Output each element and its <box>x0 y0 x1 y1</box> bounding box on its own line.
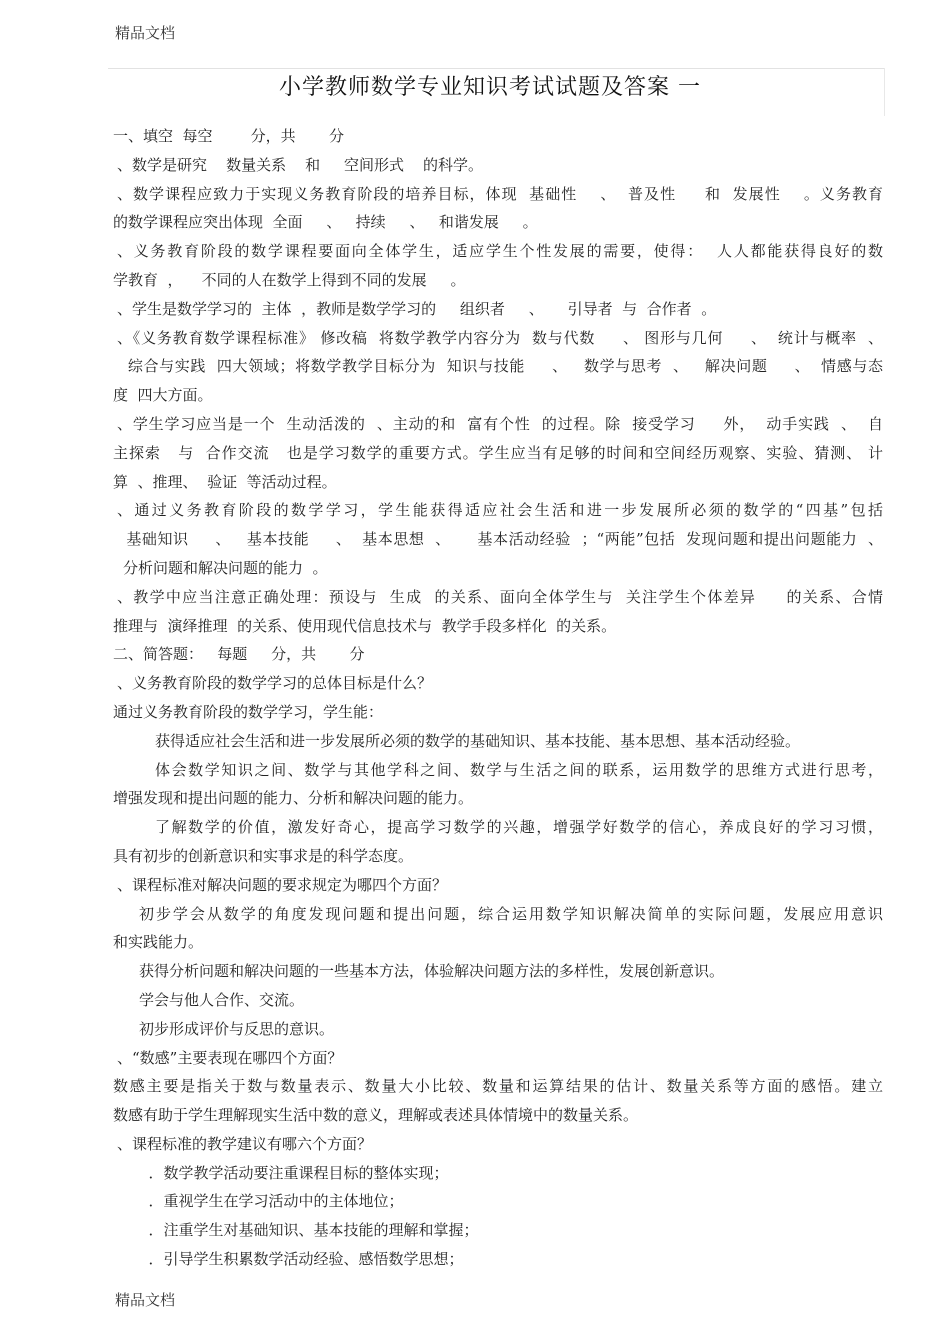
text-line: 算 、推理、 验证 等活动过程。 <box>113 472 337 491</box>
text-line: 了解数学的价值，激发好奇心，提高学习数学的兴趣，增强学好数学的信心，养成良好的学习习惯， <box>155 818 883 837</box>
text-line: 、教学中应当注意正确处理：预设与 生成 的关系、面向全体学生与 关注学生个体差异 的关系、合情 <box>117 587 883 606</box>
text-line: ．引导学生积累数学活动经验、感悟数学思想； <box>139 1250 464 1269</box>
text-line: 、课程标准对解决问题的要求规定为哪四个方面？ <box>117 875 448 894</box>
text-line: 主探索 与 合作交流 也是学习数学的重要方式。学生应当有足够的时间和空间经历观察、实验、猜测、 计 <box>113 443 883 462</box>
text-line: 学教育 ， 不同的人在数学上得到不同的发展 。 <box>113 270 466 289</box>
text-line: 推理与 演绎推理 的关系、使用现代信息技术与 教学手段多样化 的关系。 <box>113 616 617 635</box>
text-line: 具有初步的创新意识和实事求是的科学态度。 <box>113 846 414 865</box>
text-line: 通过义务教育阶段的数学学习，学生能： <box>113 702 384 721</box>
text-line: 二、简答题： 每题 分，共 分 <box>113 645 365 664</box>
title-rule <box>108 68 885 69</box>
text-line: 、数学课程应致力于实现义务教育阶段的培养目标，体现 基础性 、 普及性 和 发展性 。义务教育 <box>117 184 883 203</box>
text-line: 和实践能力。 <box>113 933 204 952</box>
text-line: 学会与他人合作、交流。 <box>139 990 305 1009</box>
text-line: 初步学会从数学的角度发现问题和提出问题，综合运用数学知识解决简单的实际问题，发展应用意识 <box>139 904 883 923</box>
text-line: 增强发现和提出问题的能力、分析和解决问题的能力。 <box>113 789 474 808</box>
page-footer: 精品文档 <box>115 1291 176 1309</box>
text-line: 体会数学知识之间、数学与其他学科之间、数学与生活之间的联系，运用数学的思维方式进行思考， <box>155 760 883 779</box>
text-line: 、数学是研究 数量关系 和 空间形式 的科学。 <box>117 155 484 174</box>
text-line: ．数学教学活动要注重课程目标的整体实现； <box>139 1163 449 1182</box>
text-line: 一、填空 每空 分，共 分 <box>113 127 345 145</box>
document-title: 小学教师数学专业知识考试试题及答案 一 <box>279 75 701 100</box>
text-line: 综合与实践 四大领域；将数学教学目标分为 知识与技能 、 数学与思考 、 解决问题 、 情感与态 <box>117 357 883 376</box>
text-line: 基础知识 、 基本技能 、 基本思想 、 基本活动经验 ；“两能”包括 发现问题和提出问题能力 、 <box>121 530 883 549</box>
text-line: 获得分析问题和解决问题的一些基本方法，体验解决问题方法的多样性，发展创新意识。 <box>139 962 725 981</box>
text-line: 获得适应社会生活和进一步发展所必须的数学的基础知识、基本技能、基本思想、基本活动经验。 <box>155 731 801 750</box>
text-line: 、义务教育阶段的数学课程要面向全体学生，适应学生个性发展的需要，使得： 人人都能获得良好的数 <box>117 242 883 261</box>
text-line: ．重视学生在学习活动中的主体地位； <box>139 1192 404 1211</box>
document-body <box>113 122 883 1274</box>
text-line: 、通过义务教育阶段的数学学习，学生能获得适应社会生活和进一步发展所必须的数学的“四基”包括 <box>117 501 883 520</box>
page-header: 精品文档 <box>115 24 176 42</box>
text-line: 、学生学习应当是一个 生动活泼的 、主动的和 富有个性 的过程。除 接受学习 外， 动手实践 、 自 <box>117 414 883 433</box>
text-line: 数感有助于学生理解现实生活中数的意义，理解或表述具体情境中的数量关系。 <box>113 1106 639 1125</box>
text-line: 初步形成评价与反思的意识。 <box>139 1019 335 1038</box>
text-line: ．注重学生对基础知识、基本技能的理解和掌握； <box>139 1221 479 1240</box>
text-line: 数感主要是指关于数与数量表示、数量大小比较、数量和运算结果的估计、数量关系等方面的感悟。建立 <box>113 1077 883 1096</box>
text-line: 分析问题和解决问题的能力 。 <box>123 558 328 577</box>
text-line: 的数学课程应突出体现 全面 、 持续 、 和谐发展 。 <box>113 213 538 232</box>
text-line: 、学生是数学学习的 主体 ，教师是数学学习的 组织者 、 引导者 与 合作者 。 <box>117 299 717 318</box>
text-line: 、“数感”主要表现在哪四个方面？ <box>117 1048 343 1067</box>
text-line: 度 四大方面。 <box>113 386 213 405</box>
text-line: 、课程标准的教学建议有哪六个方面？ <box>117 1134 373 1153</box>
text-line: 、《义务教育数学课程标准》 修改稿 将数学教学内容分为 数与代数 、 图形与几何 、 统计与概率 、 <box>117 328 883 347</box>
text-line: 、义务教育阶段的数学学习的总体目标是什么？ <box>117 674 433 693</box>
